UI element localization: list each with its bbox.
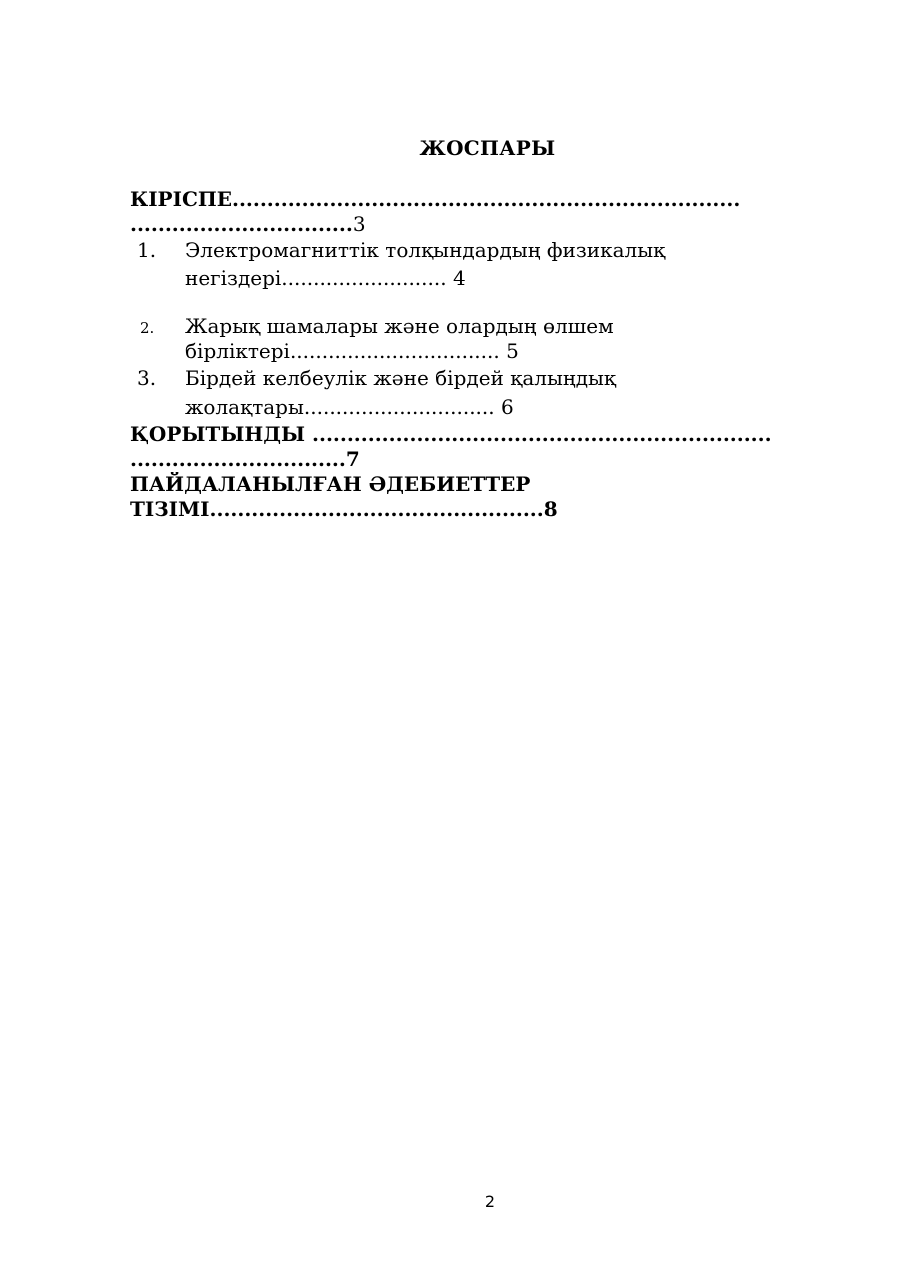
toc-intro-line2 bbox=[130, 212, 850, 237]
page-number: 2 bbox=[484, 1192, 496, 1211]
toc-references-line2 bbox=[130, 497, 850, 522]
toc-references-page: 8 bbox=[543, 497, 558, 521]
toc-conclusion-line1: ҚОРЫТЫНДЫ .................................................................. bbox=[130, 422, 772, 446]
toc-conclusion-line2 bbox=[130, 447, 850, 472]
toc-intro-dots: ................................ bbox=[130, 212, 353, 236]
toc-conclusion-dots: ............................... bbox=[130, 447, 346, 471]
toc-entry-3-line2: жолақтары.............................. 6 bbox=[185, 395, 514, 419]
toc-conclusion-page: 7 bbox=[345, 447, 360, 471]
toc-intro-line1: КІРІСПЕ......................................................................... bbox=[130, 187, 741, 211]
toc-entry-references bbox=[130, 472, 850, 522]
toc-references-line1: ПАЙДАЛАНЫЛҒАН ӘДЕБИЕТТЕР bbox=[130, 472, 531, 496]
toc-entry-2-line1: Жарық шамалары және олардың өлшем bbox=[185, 314, 614, 338]
toc-entry-intro bbox=[130, 187, 850, 237]
toc-entry-1-line1: Электромагниттік толқындардың физикалық bbox=[185, 238, 666, 262]
toc-entry-2-line2: бірліктері................................. 5 bbox=[185, 339, 519, 363]
toc-entry-3-marker: 3. bbox=[137, 366, 157, 390]
toc-entry-1-line2: негіздері.......................... 4 bbox=[185, 266, 466, 290]
page-title: ЖОСПАРЫ bbox=[419, 136, 556, 160]
toc-references-text: ТІЗІМІ................................................ bbox=[130, 497, 544, 521]
toc-intro-page: 3 bbox=[352, 212, 366, 236]
toc-entry-1-marker: 1. bbox=[137, 238, 157, 262]
toc-entry-3-line1: Бірдей келбеулік және бірдей қалыңдық bbox=[185, 366, 617, 390]
toc-entry-conclusion bbox=[130, 422, 850, 472]
toc-entry-2-marker: 2. bbox=[140, 319, 155, 337]
